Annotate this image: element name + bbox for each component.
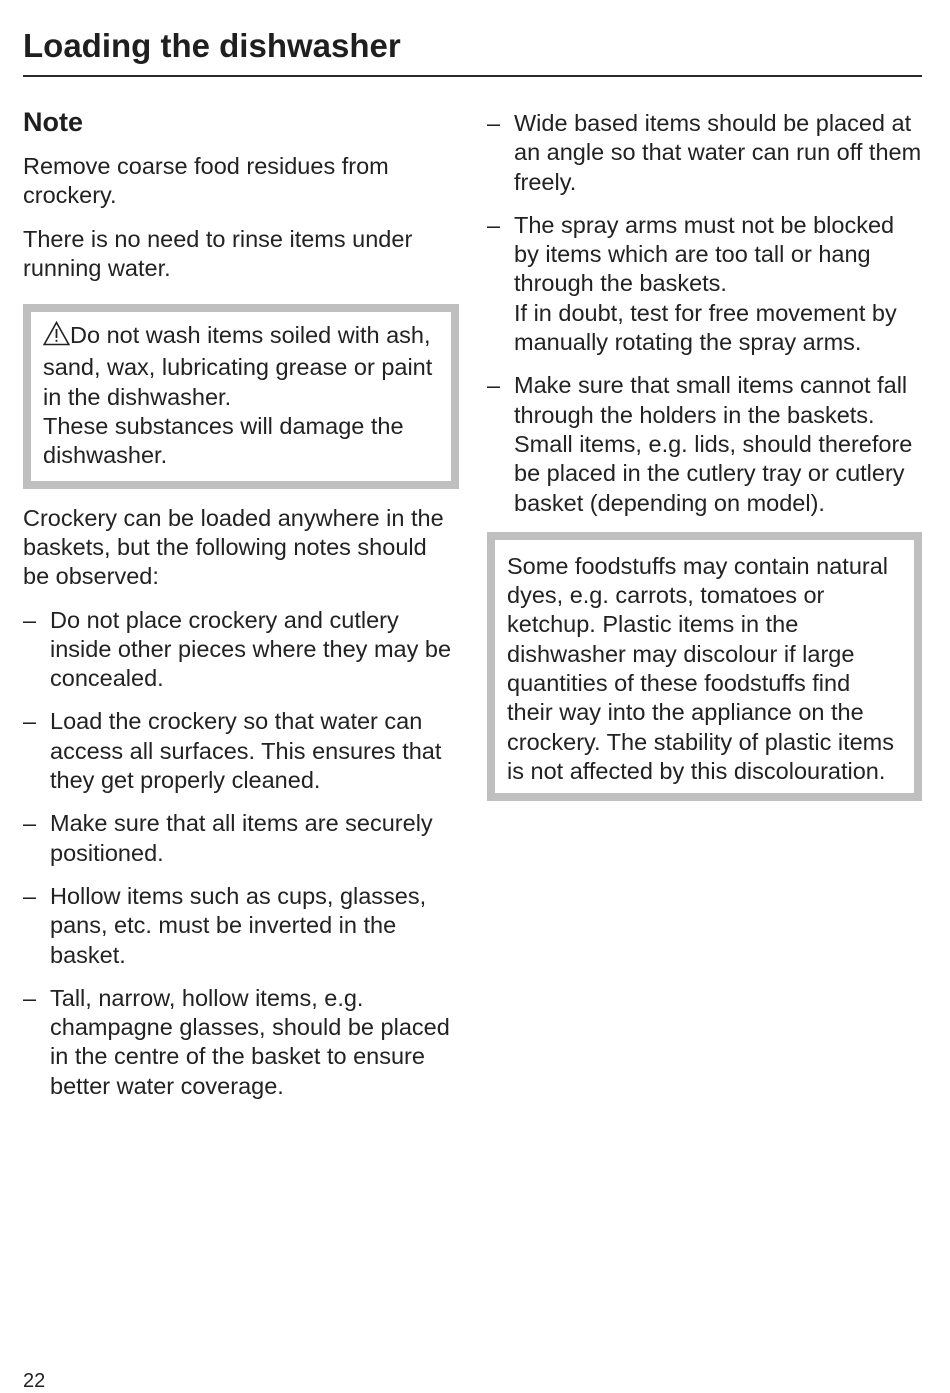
list-item-text: Tall, narrow, hollow items, e.g. champagne glasses, should be placed in the centre of the basket to ensure better water coverage. bbox=[50, 984, 450, 1099]
warning-triangle-icon bbox=[43, 321, 70, 353]
list-item-text: Hollow items such as cups, glasses, pans, etc. must be inverted in the basket. bbox=[50, 882, 427, 968]
list-item-text: Make sure that small items cannot fall through the holders in the baskets. Small items, e.g. lids, should therefore be placed in the cutlery tray or cutlery basket (depending on model). bbox=[514, 372, 913, 516]
note-paragraph-rinse: There is no need to rinse items under running water. bbox=[23, 225, 413, 281]
list-dash: – bbox=[23, 708, 37, 735]
list-item bbox=[487, 211, 922, 357]
list-item bbox=[487, 109, 922, 197]
page-title: Loading the dishwasher bbox=[23, 27, 401, 64]
list-item-text: Load the crockery so that water can access all surfaces. This ensures that they get properly cleaned. bbox=[50, 708, 442, 794]
list-item-extra-text: If in doubt, test for free movement by manually rotating the spray arms. bbox=[514, 299, 897, 356]
warning-box bbox=[23, 304, 459, 488]
list-item bbox=[23, 606, 459, 694]
list-item bbox=[23, 882, 459, 970]
list-item bbox=[23, 809, 459, 868]
list-item-text: The spray arms must not be blocked by items which are too tall or hang through the baskets. bbox=[514, 211, 895, 297]
right-column bbox=[487, 109, 922, 801]
page-number: 22 bbox=[23, 1370, 46, 1392]
list-item bbox=[487, 371, 922, 517]
list-dash: – bbox=[487, 110, 501, 136]
info-box-text: Some foodstuffs may contain natural dyes, e.g. carrots, tomatoes or ketchup. Plastic items in the dishwasher may discolour if large quantities of these foodstuffs find their way into the appliance on the crockery. The stability of plastic items is not affected by this discolouration. bbox=[507, 552, 895, 784]
list-item bbox=[23, 707, 459, 795]
list-dash: – bbox=[487, 211, 501, 238]
list-dash: – bbox=[23, 606, 37, 633]
warning-line-2: These substances will damage the dishwasher. bbox=[43, 413, 404, 469]
note-heading: Note bbox=[23, 107, 83, 137]
warning-line-1 bbox=[43, 321, 437, 412]
list-item bbox=[23, 984, 459, 1101]
list-dash: – bbox=[23, 810, 37, 837]
list-dash: – bbox=[23, 882, 37, 909]
warning-text-1: Do not wash items soiled with ash, sand, wax, lubricating grease or paint in the dishwasher. bbox=[43, 322, 433, 410]
loading-notes-list bbox=[23, 606, 459, 1101]
loading-intro-paragraph: Crockery can be loaded anywhere in the baskets, but the following notes should be observed: bbox=[23, 504, 444, 590]
list-item-text: Make sure that all items are securely positioned. bbox=[50, 810, 433, 866]
discolouration-info-box bbox=[487, 532, 922, 801]
note-paragraph-residues: Remove coarse food residues from crockery. bbox=[23, 153, 389, 209]
list-item-text: Do not place crockery and cutlery inside other pieces where they may be concealed. bbox=[50, 606, 452, 692]
left-column bbox=[23, 104, 459, 1101]
title-rule bbox=[23, 75, 922, 77]
list-dash: – bbox=[23, 984, 37, 1011]
list-dash: – bbox=[487, 372, 501, 399]
list-item-text: Wide based items should be placed at an angle so that water can run off them freely. bbox=[514, 110, 922, 195]
placement-notes-list bbox=[487, 109, 922, 518]
